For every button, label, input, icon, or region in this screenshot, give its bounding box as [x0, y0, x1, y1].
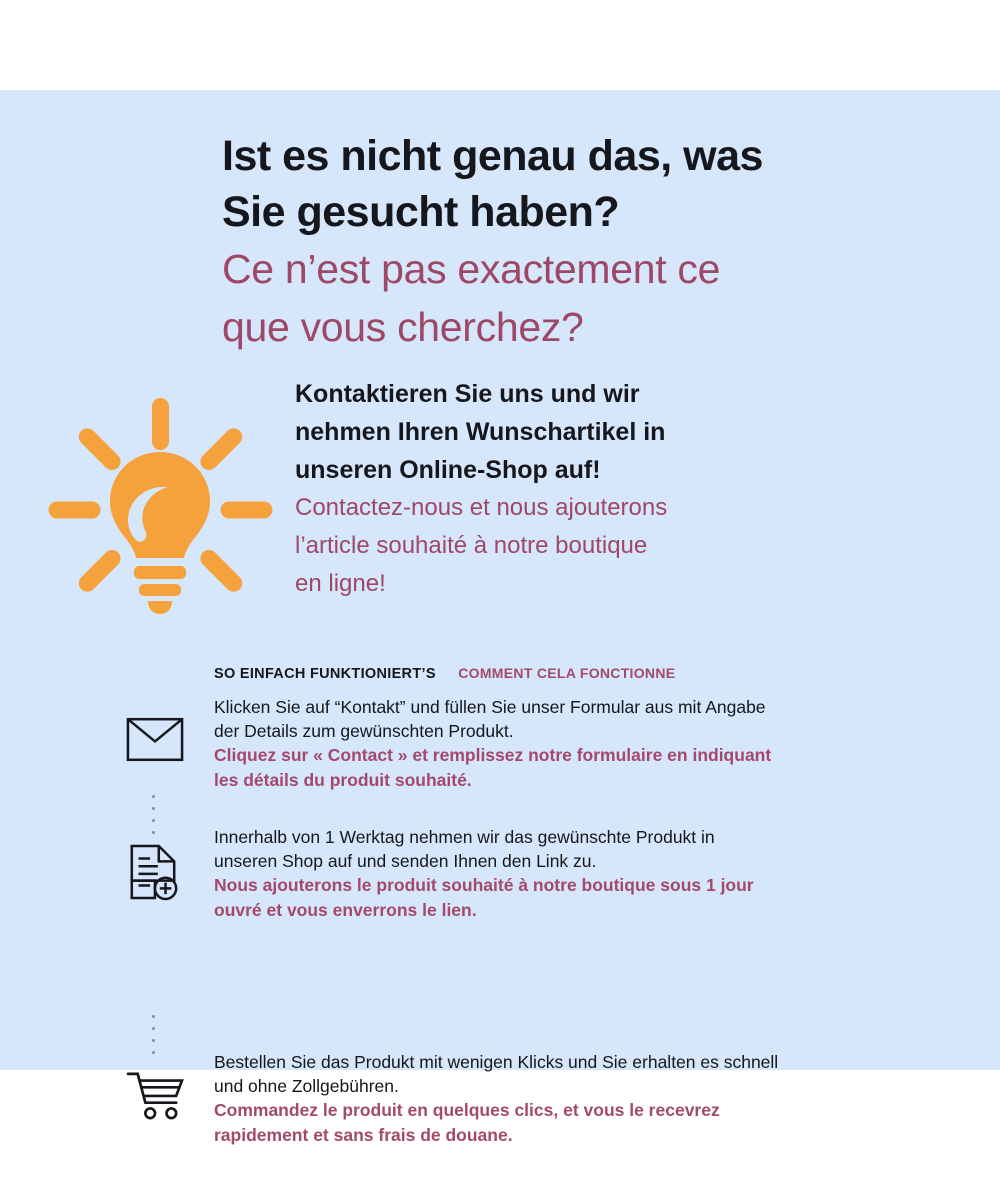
step1-fr-line1: Cliquez sur « Contact » et remplissez notre formulaire en indiquant — [214, 745, 772, 765]
headline-fr-line2: que vous cherchez? — [222, 304, 584, 350]
step-text-3 — [214, 1050, 929, 1148]
step2-fr-line2: ouvré et vous enverrons le lien. — [214, 900, 477, 920]
intro-de-line3: unseren Online-Shop auf! — [295, 456, 601, 484]
headline-de-line1: Ist es nicht genau das, was — [222, 132, 763, 180]
step-text-1 — [214, 695, 929, 793]
connector-dots-1 — [152, 795, 156, 843]
steps-header-fr: COMMENT CELA FONCTIONNE — [458, 665, 676, 681]
intro-text — [295, 375, 955, 603]
shopping-cart-icon — [126, 1070, 186, 1130]
intro-de-line1: Kontaktieren Sie uns und wir — [295, 380, 640, 408]
intro-section — [40, 375, 960, 645]
step3-de-line2: und ohne Zollgebühren. — [214, 1076, 399, 1096]
intro-de-line2: nehmen Ihren Wunschartikel in — [295, 418, 666, 446]
step1-de-line1: Klicken Sie auf “Kontakt” und füllen Sie unser Formular aus mit Angabe — [214, 697, 766, 717]
step1-de-line2: der Details zum gewünschten Produkt. — [214, 721, 514, 741]
steps-header-de: SO EINFACH FUNKTIONIERT’S — [214, 666, 436, 682]
intro-fr-line3: en ligne! — [295, 570, 386, 597]
document-add-icon — [126, 843, 186, 903]
page-title — [222, 128, 942, 356]
step3-fr-line2: rapidement et sans frais de douane. — [214, 1125, 513, 1145]
step2-fr-line1: Nous ajouterons le produit souhaité à notre boutique sous 1 jour — [214, 875, 754, 895]
step2-de-line1: Innerhalb von 1 Werktag nehmen wir das gewünschte Produkt in — [214, 827, 715, 847]
promo-banner — [0, 90, 1000, 1145]
envelope-icon — [126, 717, 186, 777]
lightbulb-icon — [40, 390, 280, 630]
step3-fr-line1: Commandez le produit en quelques clics, et vous le recevrez — [214, 1100, 720, 1120]
steps-header — [214, 665, 675, 683]
intro-fr-line2: l’article souhaité à notre boutique — [295, 532, 648, 559]
connector-dots-2 — [152, 1015, 156, 1063]
headline-de-line2: Sie gesucht haben? — [222, 188, 620, 236]
step2-de-line2: unseren Shop auf und senden Ihnen den Link zu. — [214, 851, 597, 871]
step1-fr-line2: les détails du produit souhaité. — [214, 770, 472, 790]
headline-fr-line1: Ce n’est pas exactement ce — [222, 246, 721, 292]
step-text-2 — [214, 825, 929, 923]
step3-de-line1: Bestellen Sie das Produkt mit wenigen Klicks und Sie erhalten es schnell — [214, 1052, 779, 1072]
intro-fr-line1: Contactez-nous et nous ajouterons — [295, 494, 668, 521]
